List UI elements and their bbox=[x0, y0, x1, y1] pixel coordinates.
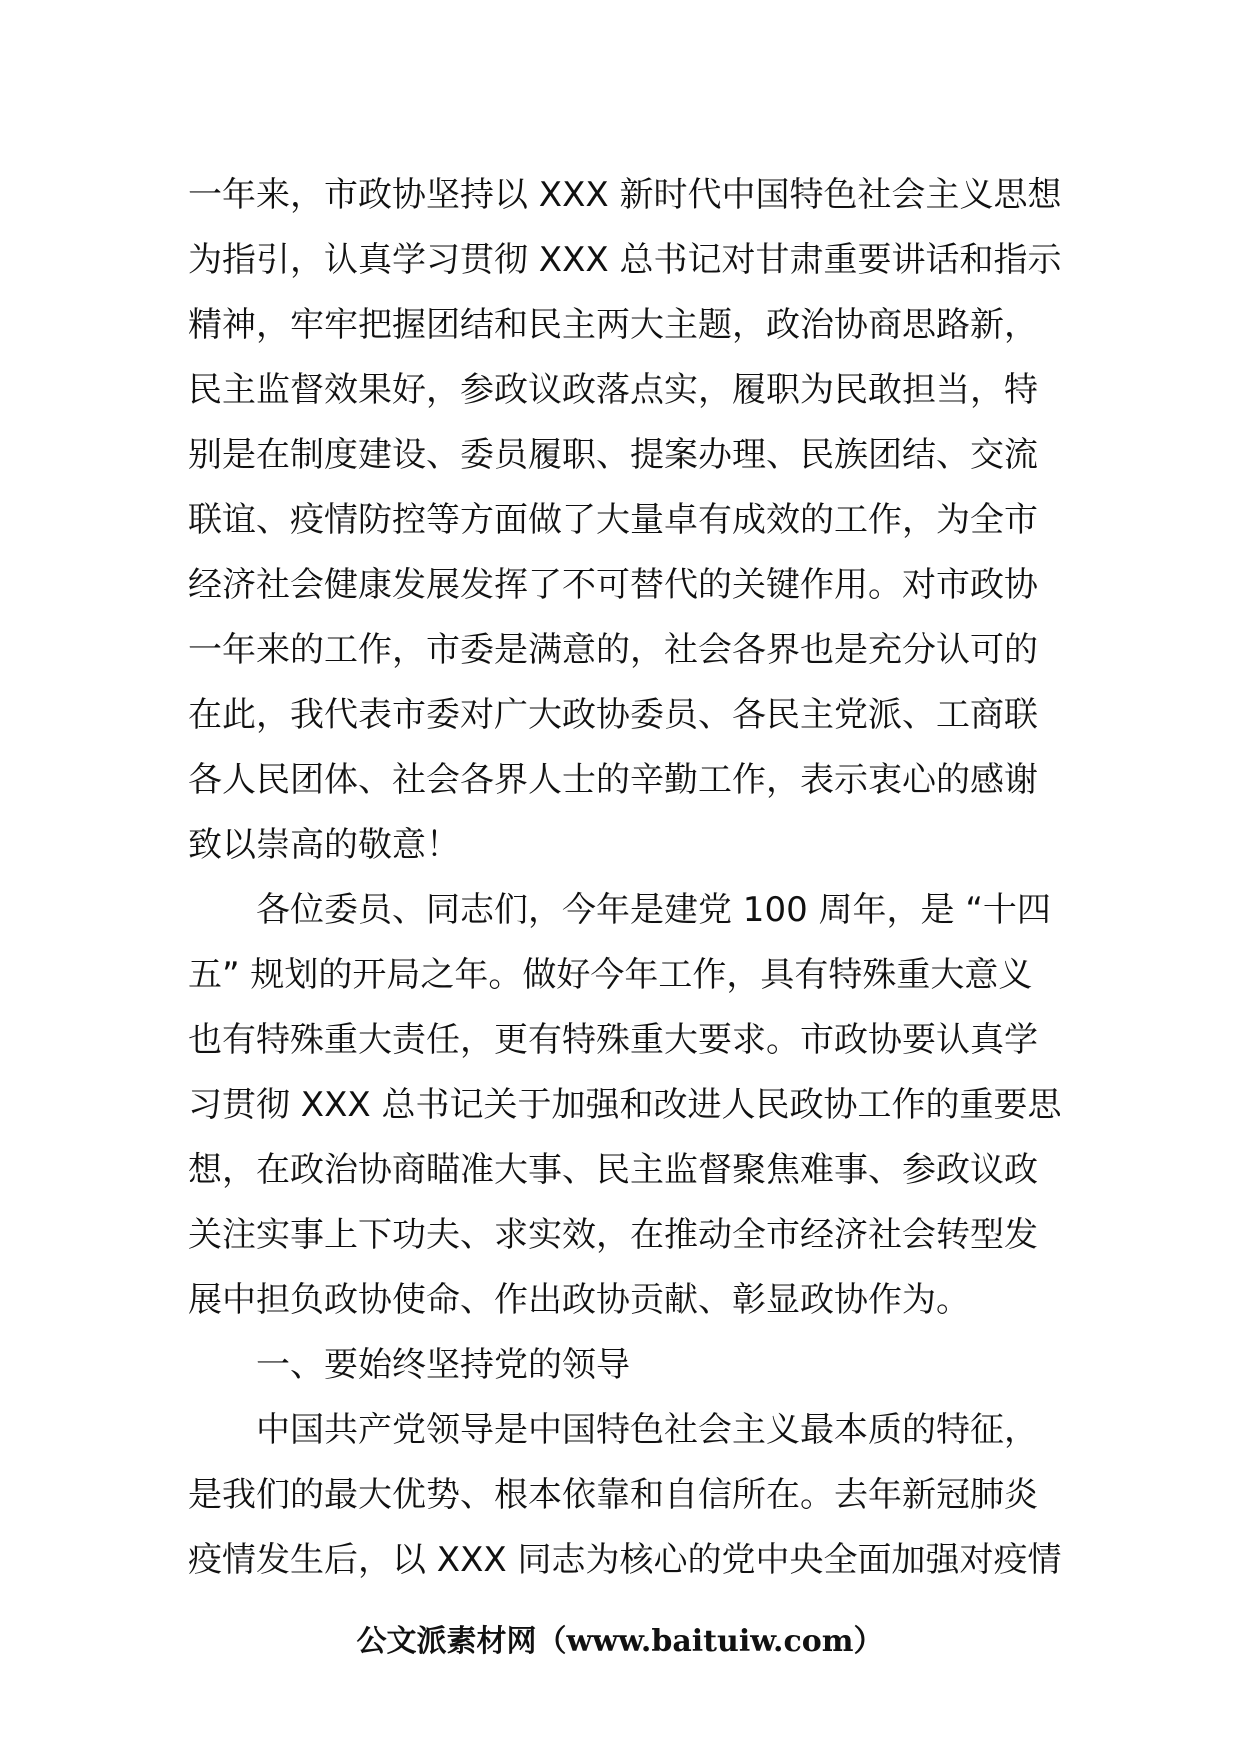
paragraph-3 bbox=[188, 1398, 1068, 1593]
paragraph-line: 各位委员、同志们，今年是建党 100 周年，是 “十四 bbox=[256, 890, 1051, 930]
paragraph-2 bbox=[188, 878, 1068, 1333]
paragraph-1 bbox=[188, 163, 1068, 878]
paragraph-line: 在此，我代表市委对广大政协委员、各民主党派、工商联 bbox=[188, 695, 1038, 735]
footer-watermark: 公文派素材网（www.baituiw.com） bbox=[356, 1624, 884, 1659]
paragraph-line: 中国共产党领导是中国特色社会主义最本质的特征， bbox=[256, 1410, 1038, 1450]
paragraph-line: 习贯彻 XXX 总书记关于加强和改进人民政协工作的重要思 bbox=[188, 1085, 1062, 1125]
paragraph-line: 一年来的工作，市委是满意的，社会各界也是充分认可的 bbox=[188, 630, 1038, 670]
paragraph-line: 联谊、疫情防控等方面做了大量卓有成效的工作，为全市 bbox=[188, 500, 1038, 540]
paragraph-line: 致以崇高的敬意！ bbox=[188, 825, 460, 865]
paragraph-line: 民主监督效果好，参政议政落点实，履职为民敢担当，特 bbox=[188, 370, 1038, 410]
paragraph-line: 想，在政治协商瞄准大事、民主监督聚焦难事、参政议政 bbox=[188, 1150, 1038, 1190]
paragraph-line: 展中担负政协使命、作出政协贡献、彰显政协作为。 bbox=[188, 1280, 970, 1320]
paragraph-line: 各人民团体、社会各界人士的辛勤工作，表示衷心的感谢 bbox=[188, 760, 1038, 800]
paragraph-line: 精神，牢牢把握团结和民主两大主题，政治协商思路新， bbox=[188, 305, 1038, 345]
paragraph-line: 也有特殊重大责任，更有特殊重大要求。市政协要认真学 bbox=[188, 1020, 1038, 1060]
paragraph-line: 经济社会健康发展发挥了不可替代的关键作用。对市政协 bbox=[188, 565, 1038, 605]
paragraph-line: 关注实事上下功夫、求实效，在推动全市经济社会转型发 bbox=[188, 1215, 1038, 1255]
section-heading: 一、要始终坚持党的领导 bbox=[256, 1345, 630, 1385]
paragraph-line: 别是在制度建设、委员履职、提案办理、民族团结、交流 bbox=[188, 435, 1038, 475]
paragraph-line: 为指引，认真学习贯彻 XXX 总书记对甘肃重要讲话和指示 bbox=[188, 240, 1062, 280]
document-body bbox=[188, 163, 1068, 1593]
paragraph-line: 一年来，市政协坚持以 XXX 新时代中国特色社会主义思想 bbox=[188, 175, 1062, 215]
paragraph-line: 是我们的最大优势、根本依靠和自信所在。去年新冠肺炎 bbox=[188, 1475, 1038, 1515]
paragraph-line: 五” 规划的开局之年。做好今年工作，具有特殊重大意义 bbox=[188, 955, 1033, 995]
paragraph-line: 疫情发生后，以 XXX 同志为核心的党中央全面加强对疫情 bbox=[188, 1540, 1062, 1580]
